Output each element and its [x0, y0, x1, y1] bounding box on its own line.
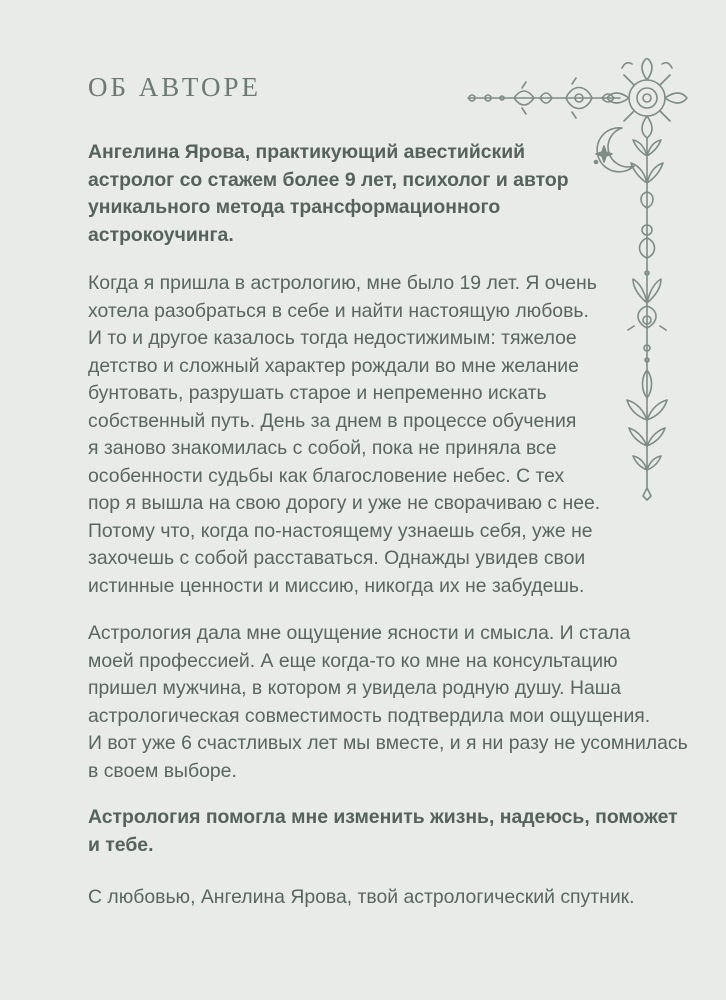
text-line: пришел мужчина, в котором я увидела родную душу. Наша: [88, 677, 622, 699]
signature: [88, 884, 648, 912]
intro-line: астрокоучинга.: [88, 223, 234, 246]
text-line: и тебе.: [88, 833, 154, 856]
author-intro: [88, 139, 648, 249]
text-line: астрологическая совместимость подтвердила мои ощущения.: [88, 704, 651, 727]
text-line: Потому что, когда по-настоящему узнаешь себя, уже не: [88, 519, 593, 542]
horizontal-vine: [468, 78, 620, 118]
text-line: захочешь с собой расставаться. Однажды увидев свои: [88, 547, 586, 569]
text-line: И то и другое казалось тогда недостижимым: тяжелое: [88, 327, 577, 349]
text-line: моей профессией. А еще когда-то ко мне на консультацию: [88, 649, 618, 672]
text-line: И вот уже 6 счастливых лет мы вместе, и я ни разу не усомнилась: [88, 732, 688, 754]
page-title: ОБ АВТОРЕ: [88, 72, 262, 102]
text-line: истинные ценности и миссию, никогда их не забудешь.: [88, 574, 585, 597]
text-line: Астрология дала мне ощущение ясности и смысла. И стала: [88, 622, 631, 644]
text-line: бунтовать, разрушать старое и непременно искать: [88, 382, 547, 404]
text-line: Когда я пришла в астрологию, мне было 19 лет. Я очень: [88, 272, 597, 294]
text-line: в своем выборе.: [88, 759, 237, 782]
intro-line: Ангелина Ярова, практикующий авестийский: [88, 141, 526, 163]
intro-line: уникального метода трансформационного: [88, 196, 501, 218]
text-line: хотела разобраться в себе и найти настоящую любовь.: [88, 299, 589, 322]
text-line: я заново знакомилась с собой, пока не приняла все: [88, 437, 557, 459]
text-line: пор я вышла на свою дорогу и уже не сворачиваю с нее.: [88, 492, 601, 514]
closing-statement: [88, 804, 678, 859]
paragraph-story: [88, 270, 648, 600]
text-line: особенности судьбы как благословение небес. С тех: [88, 464, 565, 487]
signature-line: С любовью, Ангелина Ярова, твой астрологический спутник.: [88, 886, 635, 908]
intro-line: астролог со стажем более 9 лет, психолог и автор: [88, 168, 569, 191]
text-line: собственный путь. День за днем в процессе обучения: [88, 409, 577, 432]
paragraph-profession: [88, 620, 688, 785]
text-line: Астрология помогла мне изменить жизнь, надеюсь, поможет: [88, 806, 678, 828]
text-line: детство и сложный характер рождали во мне желание: [88, 354, 579, 377]
